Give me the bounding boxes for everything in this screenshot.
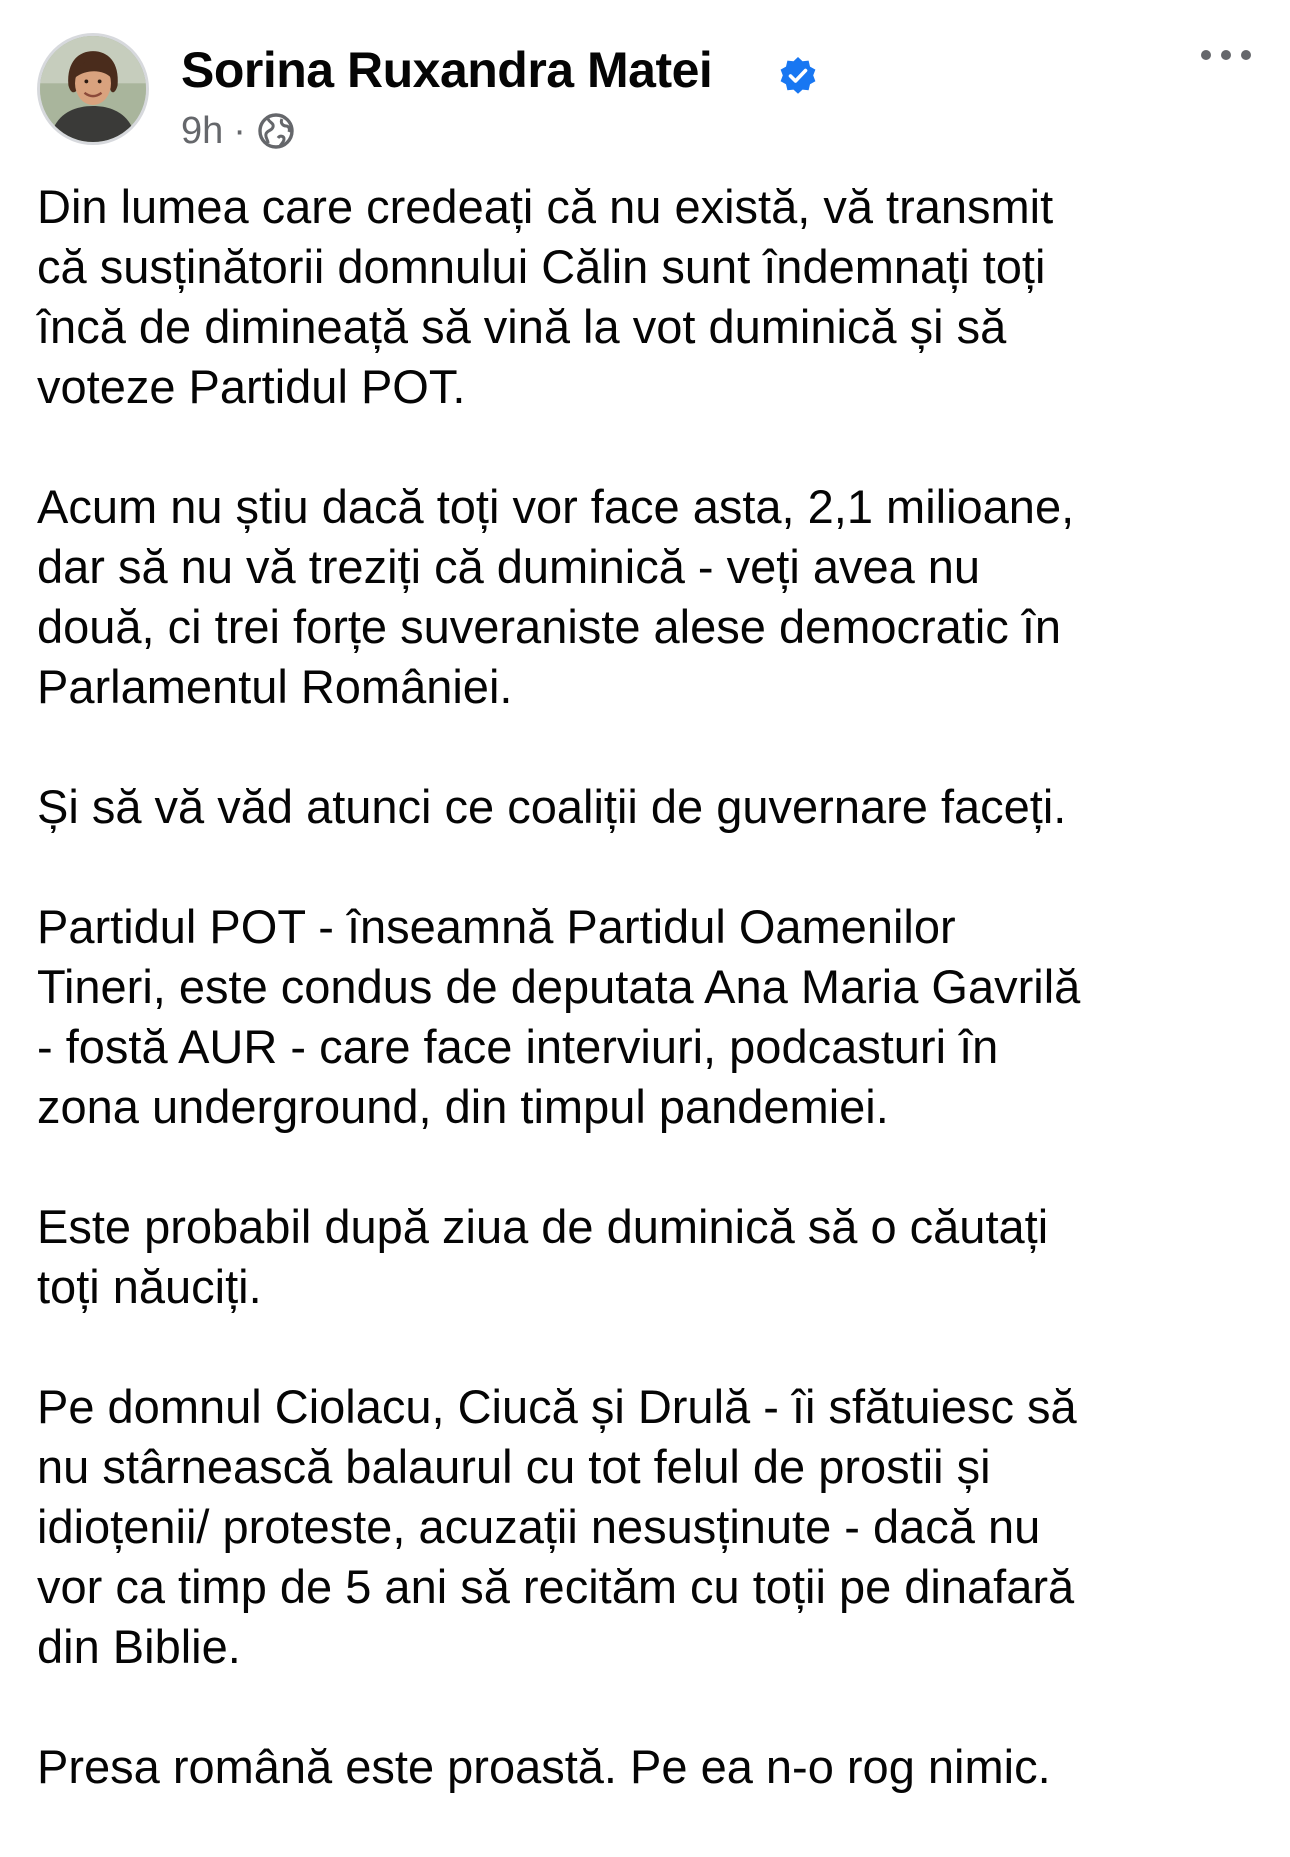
meta-separator: · [233, 110, 246, 152]
more-horizontal-icon [1196, 38, 1256, 86]
author-avatar[interactable] [37, 33, 149, 145]
post-paragraph-1: Din lumea care credeați că nu există, vă transmit că susținătorii domnului Călin sunt îndemnați toți încă de dimineață să vină la vot duminică și să voteze Partidul POT. [37, 180, 1054, 413]
post-paragraph-5: Este probabil după ziua de duminică să o căutați toți năuciți. [37, 1200, 1049, 1313]
more-options-button[interactable] [1196, 38, 1256, 86]
author-name[interactable]: Sorina Ruxandra Matei [181, 42, 713, 98]
post-meta [181, 108, 296, 154]
avatar-photo [40, 36, 146, 142]
post-header [0, 0, 1290, 150]
post-paragraph-3: Și să vă văd atunci ce coaliții de guvernare faceți. [37, 780, 1067, 833]
post-text [37, 177, 1267, 1857]
post-paragraph-2: Acum nu știu dacă toți vor face asta, 2,1 milioane, dar să nu vă treziți că duminică - veți avea nu două, ci trei forțe suveraniste alese democratic în Parlamentul României. [37, 480, 1075, 713]
globe-icon [256, 111, 296, 151]
post-paragraph-4: Partidul POT - înseamnă Partidul Oamenilor Tineri, este condus de deputata Ana Maria Gavrilă - fostă AUR - care face interviuri, podcasturi în zona underground, din timpul pandemiei. [37, 900, 1081, 1133]
post-timestamp[interactable]: 9h [181, 110, 224, 152]
post-paragraph-6: Pe domnul Ciolacu, Ciucă și Drulă - îi sfătuiesc să nu stârnească balaurul cu tot felul de prostii și idioțenii/ proteste, acuzații nesusținute - dacă nu vor ca timp de 5 ani să recităm cu toții pe dinafară din Biblie. [37, 1380, 1077, 1673]
post-paragraph-7: Presa română este proastă. Pe ea n-o rog nimic. [37, 1740, 1051, 1793]
verified-badge-icon [778, 56, 818, 96]
